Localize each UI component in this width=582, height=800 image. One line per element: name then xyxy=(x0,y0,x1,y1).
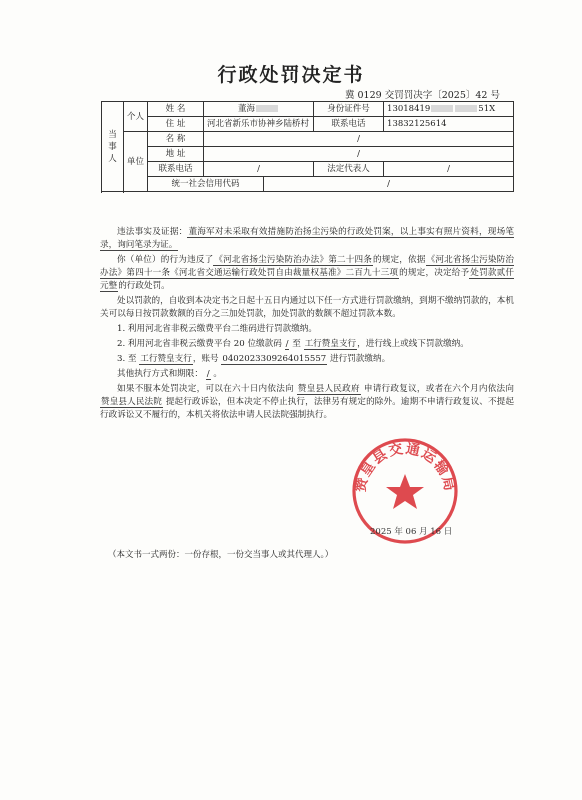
issue-date: 2025 年 06 月 16 日 xyxy=(370,527,453,537)
address-value: 河北省新乐市协神乡陆桥村 xyxy=(204,117,314,132)
appeal-paragraph: 如果不服本处罚决定，可以在六十日内依法向 赞皇县人民政府 申请行政复议，或者在六个月内依法向 赞皇县人民法院 提起行政诉讼，但本决定不停止执行，法律另有规定的除外。逾期不申请行政复议、不提起行政诉讼又不履行的，本机关将依法申请人民法院强制执行。 xyxy=(100,384,514,420)
name-value: 董海 xyxy=(204,102,314,117)
person-label: 个人 xyxy=(124,102,148,132)
violation-paragraph: 你（单位）的行为违反了《河北省扬尘污染防治办法》第二十四条的规定，依据《河北省扬尘污染防治办法》第四十一条《河北省交通运输行政处罚自由裁量权基准》二百九十三项的规定，决定给予处罚款贰仟元整的行政处罚。 xyxy=(100,255,514,291)
payment-method-1: 1. 利用河北省非税云缴费平台二维码进行罚款缴纳。 xyxy=(117,324,317,334)
id-value: 13018419 51X xyxy=(384,102,514,117)
facts-text: 董海军对未采取有效措施防治扬尘污染的行政处罚案，以上事实有照片资料，现场笔录，询问笔录为证。 xyxy=(100,227,514,250)
payment-method-2: 2. 利用河北省非税云缴费平台 20 位缴款码 / 至 工行赞皇支行，进行线上或线下罚款缴纳。 xyxy=(117,339,469,349)
seal-text: 赞皇县交通运输局 xyxy=(352,440,458,494)
id-label: 身份证件号 xyxy=(314,102,384,117)
payment-notice-paragraph: 处以罚款的，自收到本决定书之日起十五日内通过以下任一方式进行罚款缴纳，到期不缴纳罚款的，本机关可以每日按罚款数额的百分之三加处罚款，加处罚款的数额不超过罚款本数。 xyxy=(100,296,514,319)
address-label: 住 址 xyxy=(148,117,204,132)
unit-name-value: / xyxy=(204,132,514,147)
unit-phone-value: / xyxy=(204,162,314,177)
facts-paragraph: 违法事实及证据：董海军对未采取有效措施防治扬尘污染的行政处罚案，以上事实有照片资料，现场笔录，询问笔录为证。 xyxy=(100,227,514,250)
credit-code-value: / xyxy=(264,177,514,192)
payment-method-3: 3. 至 工行赞皇支行，账号 0402023309264015557 进行罚款缴纳。 xyxy=(117,354,391,364)
document-title: 行政处罚决定书 xyxy=(217,64,365,86)
phone-value: 13832125614 xyxy=(384,117,514,132)
other-method-paragraph: 其他执行方式和期限： / 。 xyxy=(117,369,222,379)
unit-address-value: / xyxy=(204,147,514,162)
penalty-amount: 处罚款贰仟元整 xyxy=(100,268,514,291)
document-number: 冀 0129 交罚罚决字〔2025〕42 号 xyxy=(344,90,500,101)
document-body xyxy=(100,226,514,424)
seal-star-icon xyxy=(386,474,424,509)
credit-code-label: 统一社会信用代码 xyxy=(148,177,264,192)
bank-account: 0402023309264015557 xyxy=(222,354,327,364)
redaction-mark xyxy=(256,105,278,112)
redaction-mark xyxy=(431,105,453,112)
unit-address-label: 地 址 xyxy=(148,147,204,162)
unit-name-label: 名 称 xyxy=(148,132,204,147)
name-label: 姓 名 xyxy=(148,102,204,117)
footnote: （本文书一式两份：一份存根，一份交当事人或其代理人。） xyxy=(108,550,334,560)
party-info-table xyxy=(101,101,514,192)
redaction-mark xyxy=(455,105,477,112)
unit-label: 单位 xyxy=(124,132,148,192)
phone-label: 联系电话 xyxy=(314,117,384,132)
unit-phone-label: 联系电话 xyxy=(148,162,204,177)
party-section-label: 当事人 xyxy=(102,102,124,192)
legal-rep-value: / xyxy=(384,162,514,177)
legal-rep-label: 法定代表人 xyxy=(314,162,384,177)
